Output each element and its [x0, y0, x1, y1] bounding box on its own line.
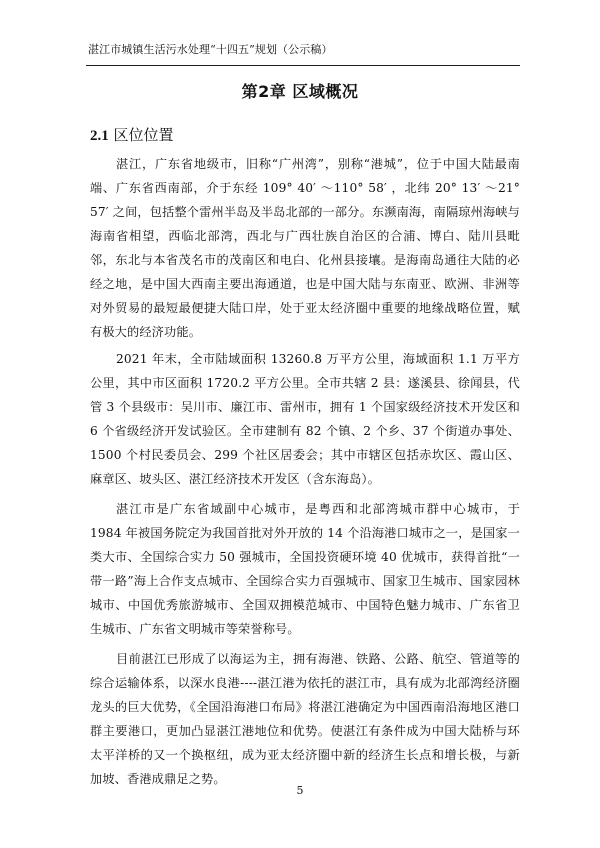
header-divider: [86, 65, 520, 66]
section-title: 区位位置: [113, 126, 174, 144]
body-text: [90, 152, 520, 797]
paragraph-area: 2021 年末，全市陆域面积 13260.8 万平方公里，海域面积 1.1 万平方公里，其中市区面积 1720.2 平方公里。全市共辖 2 县：遂溪县、徐闻县，代管 3 个县级市：吴川市、廉江市、雷州市，拥有 1 个国家级经济技术开发区和 6 个省级经济开发试验区。全市建制有 82 个镇、2 个乡、37 个街道办事处、1500 个村民委员会、299 个社区居委会；其中市辖区包括赤坎区、霞山区、麻章区、坡头区、湛江经济技术开发区（含东海岛）。: [90, 352, 520, 486]
chapter-title: 第2章 区域概况: [241, 82, 359, 101]
page-number: 5: [296, 784, 304, 797]
paragraph-location: 湛江，广东省地级市，旧称“广州湾”，别称“港城”，位于中国大陆最南端、广东省西南部，介于东经 109° 40′ ～110° 58′ ，北纬 20° 13′ ～21° 57′ 之间，包括整个雷州半岛及半岛北部的一部分。东濒南海，南隔琼州海峡与海南省相望，西临北部湾，西北与广西壮族自治区的合浦、博白、陆川县毗邻，东北与本省茂名市的茂南区和电白、化州县接壤。是海南岛通往大陆的必经之地，是中国大西南主要出海通道，也是中国大陆与东南亚、欧洲、非洲等对外贸易的最短最便捷大陆口岸，处于亚太经济圈中重要的地缘战略位置，赋有极大的经济功能。: [90, 157, 520, 339]
section-number: 2.1: [90, 128, 109, 144]
running-header: 湛江市城镇生活污水处理“十四五”规划（公示稿）: [88, 43, 333, 56]
paragraph-status: 湛江市是广东省域副中心城市，是粤西和北部湾城市群中心城市，于 1984 年被国务院定为我国首批对外开放的 14 个沿海港口城市之一，是国家一类大市、全国综合实力 50 强城市，全国投资硬环境 40 优城市，获得首批“一带一路”海上合作支点城市、全国综合实力百强城市、国家卫生城市、国家园林城市、中国优秀旅游城市、全国双拥模范城市、中国特色魅力城市、广东省卫生城市、广东省文明城市等荣誉称号。: [90, 502, 520, 636]
paragraph-transport: 目前湛江已形成了以海运为主，拥有海港、铁路、公路、航空、管道等的综合运输体系，以深水良港----湛江港为依托的湛江市，具有成为北部湾经济圈龙头的巨大优势，《全国沿海港口布局》将湛江港确定为中国西南沿海地区港口群主要港口，更加凸显湛江港地位和优势。使湛江有条件成为中国大陆桥与环太平洋桥的又一个换枢纽，成为亚太经济圈中新的经济生长点和增长极，与新加坡、香港成鼎足之势。: [90, 652, 520, 786]
section-heading: [90, 124, 174, 147]
